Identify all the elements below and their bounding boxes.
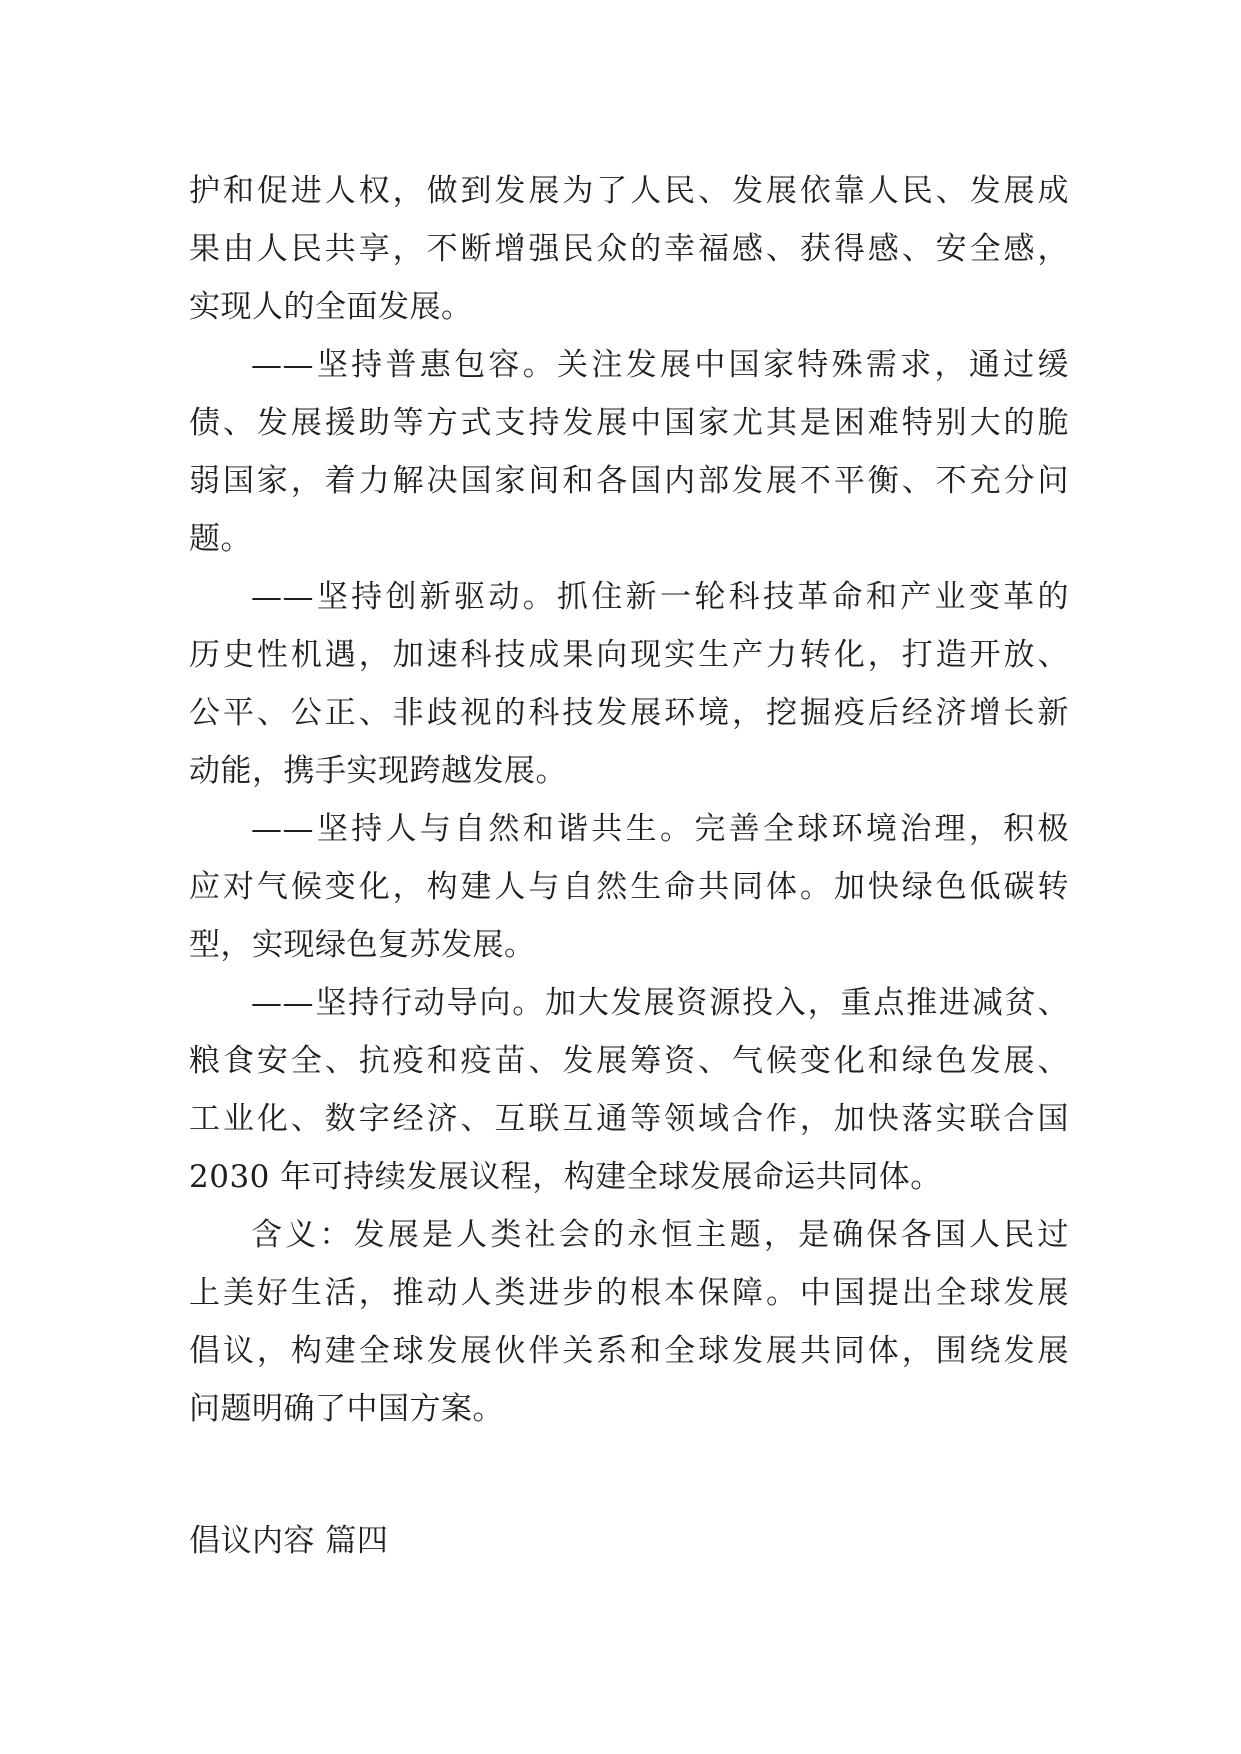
text-line: ——坚持创新驱动。抓住新一轮科技革命和产业变革的 — [251, 579, 1069, 615]
paragraph-5 — [189, 974, 1069, 1206]
text-line: 债、发展援助等方式支持发展中国家尤其是困难特别大的脆 — [189, 405, 1069, 441]
document-body — [189, 162, 1069, 1438]
text-line: ——坚持人与自然和谐共生。完善全球环境治理，积极 — [251, 811, 1069, 847]
text-line: 应对气候变化，构建人与自然生命共同体。加快绿色低碳转 — [189, 869, 1069, 905]
paragraph-1 — [189, 162, 1069, 336]
text-line: 公平、公正、非歧视的科技发展环境，挖掘疫后经济增长新 — [189, 695, 1069, 731]
text-line: 2030 年可持续发展议程，构建全球发展命运共同体。 — [189, 1159, 942, 1195]
text-line: 弱国家，着力解决国家间和各国内部发展不平衡、不充分问 — [189, 463, 1069, 499]
text-line: 问题明确了中国方案。 — [189, 1391, 504, 1427]
text-line: 工业化、数字经济、互联互通等领域合作，加快落实联合国 — [189, 1101, 1069, 1137]
section-heading: 倡议内容 篇四 — [189, 1523, 389, 1559]
text-line: 粮食安全、抗疫和疫苗、发展筹资、气候变化和绿色发展、 — [189, 1043, 1069, 1079]
paragraph-2 — [189, 336, 1069, 568]
paragraph-4 — [189, 800, 1069, 974]
text-line: 动能，携手实现跨越发展。 — [189, 753, 567, 789]
text-line: 上美好生活，推动人类进步的根本保障。中国提出全球发展 — [189, 1275, 1069, 1311]
paragraph-3 — [189, 568, 1069, 800]
text-line: ——坚持行动导向。加大发展资源投入，重点推进减贫、 — [251, 985, 1069, 1021]
text-line: 含义：发展是人类社会的永恒主题，是确保各国人民过 — [251, 1217, 1069, 1253]
text-line: 历史性机遇，加速科技成果向现实生产力转化，打造开放、 — [189, 637, 1069, 673]
text-line: 倡议，构建全球发展伙伴关系和全球发展共同体，围绕发展 — [189, 1333, 1069, 1369]
text-line: 实现人的全面发展。 — [189, 289, 473, 325]
paragraph-6 — [189, 1206, 1069, 1438]
text-line: 护和促进人权，做到发展为了人民、发展依靠人民、发展成 — [189, 173, 1069, 209]
text-line: 型，实现绿色复苏发展。 — [189, 927, 536, 963]
text-line: 果由人民共享，不断增强民众的幸福感、获得感、安全感， — [189, 231, 1069, 267]
text-line: 题。 — [189, 521, 252, 557]
text-line: ——坚持普惠包容。关注发展中国家特殊需求，通过缓 — [251, 347, 1069, 383]
